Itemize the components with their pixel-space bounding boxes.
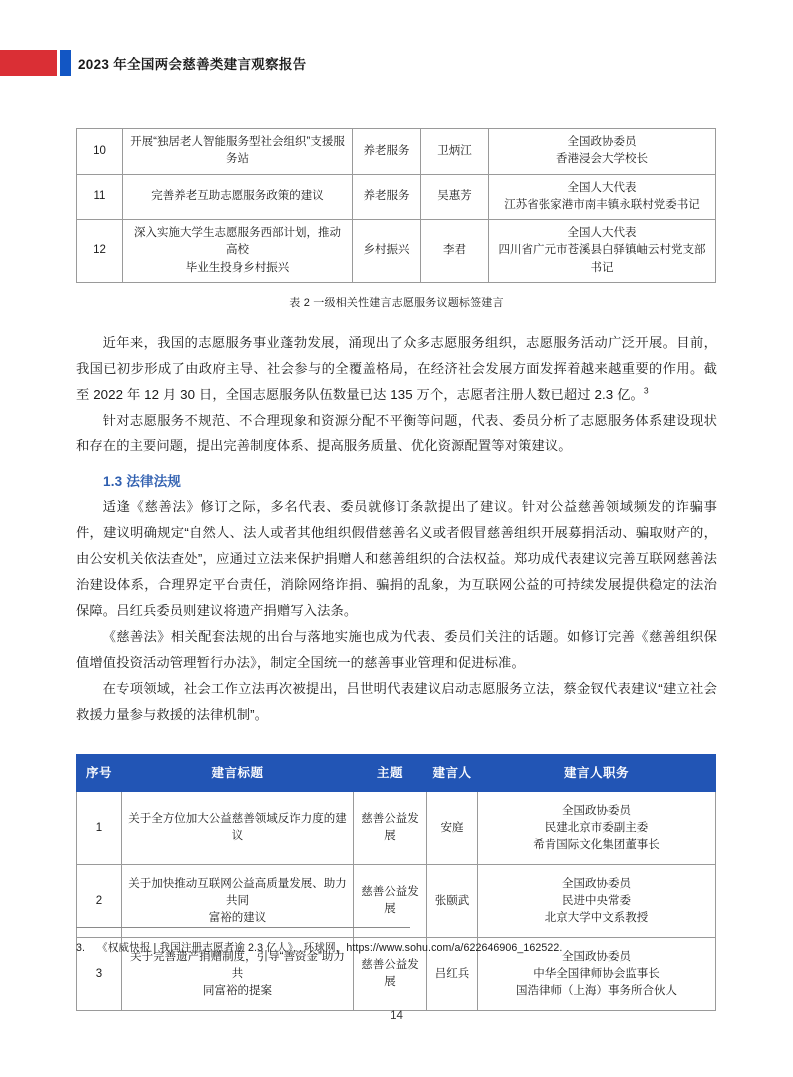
cell-index: 11 (77, 174, 123, 220)
cell-topic: 慈善公益发展 (354, 938, 427, 1011)
cell-line: 完善养老互助志愿服务政策的建议 (151, 190, 324, 203)
cell-line: 关于全方位加大公益慈善领域反诈力度的建议 (128, 813, 347, 843)
cell-topic: 养老服务 (353, 174, 421, 220)
table-row (77, 174, 716, 220)
cell-topic: 乡村振兴 (353, 220, 421, 283)
footnote-marker: 3 (643, 385, 649, 396)
cell-topic: 慈善公益发展 (354, 865, 427, 938)
footnote-entry (76, 940, 717, 957)
header-title: 2023 年全国两会慈善类建言观察报告 (78, 57, 307, 72)
cell-person: 李君 (421, 220, 489, 283)
column-header-title: 建言标题 (122, 754, 354, 792)
table-charity-development-proposals (76, 754, 716, 1012)
cell-line: 全国人大代表 (567, 181, 637, 194)
cell-index: 1 (77, 792, 122, 865)
cell-line: 四川省广元市苍溪县白驿镇岫云村党支部书记 (498, 244, 706, 274)
cell-position (489, 129, 716, 175)
footnote-area (76, 927, 717, 957)
section-heading-law-regulation: 1.3 法律法规 (103, 474, 182, 490)
paragraph-volunteer-issues: 针对志愿服务不规范、不合理现象和资源分配不平衡等问题，代表、委员分析了志愿服务体系建设现状和存在的主要问题，提出完善制度体系、提高服务质量、优化资源配置等对策建议。 (76, 412, 717, 454)
cell-position (478, 792, 716, 865)
cell-line: 毕业生投身乡村振兴 (185, 261, 290, 274)
footnote-separator (76, 927, 410, 928)
running-header (0, 50, 793, 76)
cell-index: 12 (77, 220, 123, 283)
cell-line: 民进中央常委 (562, 894, 631, 907)
cell-line: 希肯国际文化集团董事长 (533, 839, 660, 852)
cell-line: 务站 (226, 153, 249, 166)
table-row (77, 129, 716, 175)
cell-person: 张颐武 (427, 865, 478, 938)
cell-person: 吕红兵 (427, 938, 478, 1011)
paragraph-text: 近年来，我国的志愿服务事业蓬勃发展，涌现出了众多志愿服务组织，志愿服务活动广泛开展。目前，我国已初步形成了由政府主导、社会参与的全覆盖格局，在经济社会发展方面发挥着越来越重要的作用。截至 2022 年 12 月 30 日，全国志愿服务队伍数量已达 135 万个，志愿者注册人数已超过 2.3 亿。 (76, 334, 717, 402)
table-volunteer-topic-proposals (76, 128, 716, 283)
cell-title (123, 129, 353, 175)
paragraph-charity-law-revision: 适逢《慈善法》修订之际，多名代表、委员就修订条款提出了建议。针对公益慈善领域频发的诈骗事件，建议明确规定“自然人、法人或者其他组织假借慈善名义或者假冒慈善组织开展募捐活动、骗取财产的，由公安机关依法查处”，应通过立法来保护捐赠人和慈善组织的合法权益。郑功成代表建议完善互联网慈善法治建设体系，合理界定平台责任，消除网络诈捐、骗捐的乱象，为互联网公益的可持续发展提供稳定的法治保障。吕红兵委员则建议将遗产捐赠写入法条。 (76, 499, 717, 619)
cell-line: 国浩律师（上海）事务所合伙人 (516, 985, 677, 998)
cell-person: 卫炳江 (421, 129, 489, 175)
cell-topic: 慈善公益发展 (354, 792, 427, 865)
cell-title (122, 792, 354, 865)
footnote-number: 3. (76, 942, 86, 954)
table-caption: 表 2 一级相关性建言志愿服务议题标签建言 (289, 296, 504, 309)
cell-title (123, 174, 353, 220)
cell-line: 开展“独居老人智能服务型社会组织”支援服 (130, 136, 345, 148)
column-header-person: 建言人 (427, 754, 478, 792)
cell-line: 北京大学中文系教授 (544, 912, 649, 925)
column-header-topic: 主题 (354, 754, 427, 792)
cell-person: 安庭 (427, 792, 478, 865)
header-accent-bar-blue (60, 50, 71, 76)
cell-index: 10 (77, 129, 123, 175)
cell-position (489, 174, 716, 220)
cell-line: 民建北京市委副主委 (544, 821, 649, 834)
paragraph-volunteer-overview (76, 330, 717, 408)
cell-line: 中华全国律师协会监事长 (533, 967, 660, 980)
cell-line: 关于完善遗产捐赠制度，引导“善资金”助力共 (130, 950, 345, 980)
cell-line: 全国政协委员 (567, 136, 637, 148)
cell-line: 全国政协委员 (562, 877, 631, 890)
page-content (76, 128, 717, 1011)
cell-line: 江苏省张家港市南丰镇永联村党委书记 (504, 198, 700, 211)
cell-line: 同富裕的提案 (203, 985, 272, 998)
paragraph-supporting-regulations: 《慈善法》相关配套法规的出台与落地实施也成为代表、委员们关注的话题。如修订完善《慈善组织保值增值投资活动管理暂行办法》，制定全国统一的慈善事业管理和促进标准。 (76, 628, 717, 670)
footnote-text: 《权威快报 | 我国注册志愿者逾 2.3 亿人》，环球网，https://www.sohu.com/a/622646906_162522. (97, 942, 563, 954)
paragraph-special-fields: 在专项领域，社会工作立法再次被提出，吕世明代表建议启动志愿服务立法，蔡金钗代表建议“建立社会救援力量参与救援的法律机制”。 (76, 680, 717, 722)
cell-index: 3 (77, 938, 122, 1011)
cell-position (489, 220, 716, 283)
cell-line: 全国政协委员 (562, 804, 631, 817)
cell-title (123, 220, 353, 283)
cell-line: 全国政协委员 (562, 950, 631, 963)
table-row (77, 792, 716, 865)
cell-line: 香港浸会大学校长 (556, 153, 648, 166)
cell-line: 关于加快推动互联网公益高质量发展、助力共同 (128, 877, 347, 907)
column-header-index: 序号 (77, 754, 122, 792)
page-number: 14 (390, 1010, 403, 1022)
cell-topic: 养老服务 (353, 129, 421, 175)
header-accent-bar-red (0, 50, 57, 76)
cell-index: 2 (77, 865, 122, 938)
cell-line: 深入实施大学生志愿服务西部计划，推动高校 (134, 227, 341, 257)
cell-line: 富裕的建议 (208, 912, 267, 925)
column-header-position: 建言人职务 (478, 754, 716, 792)
cell-person: 吴惠芳 (421, 174, 489, 220)
table-row (77, 220, 716, 283)
table-header-row (77, 754, 716, 792)
cell-line: 全国人大代表 (567, 227, 637, 239)
